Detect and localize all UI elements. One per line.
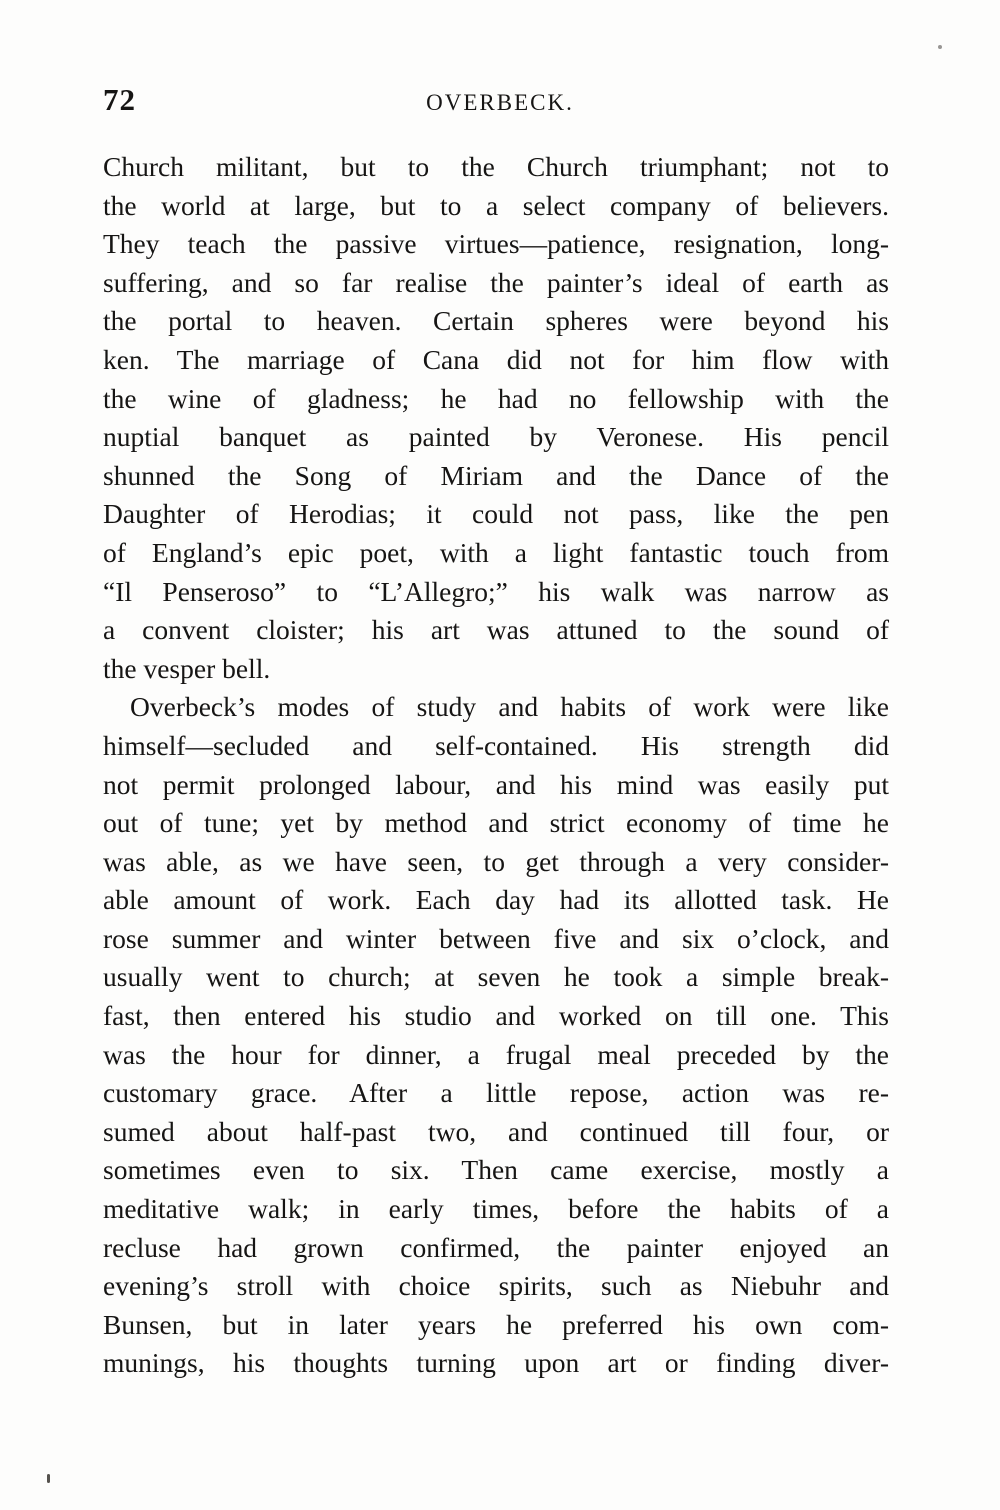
- text-line: himself—secluded and self-contained. His strength did: [103, 729, 889, 761]
- text-line: munings, his thoughts turning upon art or finding diver-: [103, 1347, 889, 1379]
- scan-artifact-tick: [47, 1474, 50, 1483]
- text-line: the vesper bell.: [103, 652, 271, 684]
- text-line: recluse had grown confirmed, the painter enjoyed an: [103, 1231, 889, 1263]
- text-line: meditative walk; in early times, before the habits of a: [103, 1193, 889, 1225]
- paragraph: [103, 148, 889, 688]
- text-line: Daughter of Herodias; it could not pass, like the pen: [103, 498, 889, 530]
- paragraph: [103, 688, 889, 1383]
- text-line: fast, then entered his studio and worked on till one. This: [103, 1000, 889, 1032]
- text-line: Bunsen, but in later years he preferred his own com-: [103, 1308, 889, 1340]
- text-line: customary grace. After a little repose, action was re-: [103, 1077, 889, 1109]
- text-line: nuptial banquet as painted by Veronese. His pencil: [103, 421, 889, 453]
- text-line: the wine of gladness; he had no fellowship with the: [103, 382, 889, 414]
- text-line: shunned the Song of Miriam and the Dance of the: [103, 459, 889, 491]
- text-line: usually went to church; at seven he took a simple break-: [103, 961, 889, 993]
- text-line: able amount of work. Each day had its allotted task. He: [103, 884, 889, 916]
- text-line: the world at large, but to a select company of believers.: [103, 189, 889, 221]
- text-line: They teach the passive virtues—patience, resignation, long-: [103, 228, 889, 260]
- text-line: Overbeck’s modes of study and habits of work were like: [130, 691, 889, 723]
- text-line: sometimes even to six. Then came exercise, mostly a: [103, 1154, 889, 1186]
- running-header: OVERBECK.: [426, 90, 574, 115]
- text-line: was able, as we have seen, to get through a very consider-: [103, 845, 889, 877]
- text-line: a convent cloister; his art was attuned to the sound of: [103, 614, 889, 646]
- text-line: out of tune; yet by method and strict economy of time he: [103, 807, 889, 839]
- text-line: not permit prolonged labour, and his mind was easily put: [103, 768, 889, 800]
- text-line: was the hour for dinner, a frugal meal preceded by the: [103, 1038, 889, 1070]
- scan-artifact-dot: [938, 45, 942, 49]
- text-line: sumed about half-past two, and continued till four, or: [103, 1115, 889, 1147]
- text-line: “Il Penseroso” to “L’Allegro;” his walk was narrow as: [103, 575, 889, 607]
- text-line: ken. The marriage of Cana did not for him flow with: [103, 343, 889, 375]
- text-line: evening’s stroll with choice spirits, such as Niebuhr and: [103, 1270, 889, 1302]
- text-line: suffering, and so far realise the painter’s ideal of earth as: [103, 266, 889, 298]
- text-line: Church militant, but to the Church triumphant; not to: [103, 151, 889, 182]
- page-number: 72: [103, 82, 136, 117]
- text-line: the portal to heaven. Certain spheres were beyond his: [103, 305, 889, 337]
- text-line: rose summer and winter between five and six o’clock, and: [103, 922, 889, 954]
- text-line: of England’s epic poet, with a light fantastic touch from: [103, 536, 889, 568]
- page-body: [103, 148, 889, 1383]
